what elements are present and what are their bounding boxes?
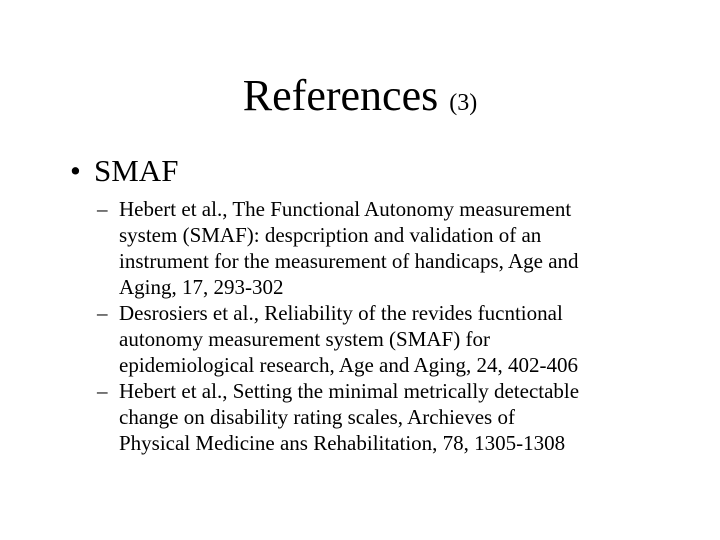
reference-item-3 <box>92 378 692 456</box>
slide-title <box>0 70 720 129</box>
reference-dash: – <box>97 197 108 221</box>
reference-line: Aging, 17, 293-302 <box>119 275 284 299</box>
reference-item-1 <box>92 196 692 300</box>
reference-item-2 <box>92 300 692 378</box>
reference-line: instrument for the measurement of handicaps, Age and <box>119 249 579 273</box>
bullet-smaf <box>70 152 178 190</box>
reference-line: autonomy measurement system (SMAF) for <box>119 327 490 351</box>
bullet-label: SMAF <box>94 153 179 188</box>
reference-line: change on disability rating scales, Archieves of <box>119 405 515 429</box>
slide-title-main: References <box>242 71 439 120</box>
slide-title-suffix: (3) <box>449 90 478 116</box>
reference-line: Hebert et al., Setting the minimal metrically detectable <box>119 379 580 403</box>
bullet-marker: • <box>70 153 81 188</box>
reference-dash: – <box>97 301 108 325</box>
reference-line: Hebert et al., The Functional Autonomy measurement <box>119 197 572 221</box>
reference-list <box>92 196 692 456</box>
reference-line: epidemiological research, Age and Aging, 24, 402-406 <box>119 353 578 377</box>
reference-dash: – <box>97 379 108 403</box>
reference-line: Desrosiers et al., Reliability of the revides fucntional <box>119 301 563 325</box>
reference-line: Physical Medicine ans Rehabilitation, 78, 1305-1308 <box>119 431 566 455</box>
reference-line: system (SMAF): despcription and validation of an <box>119 223 542 247</box>
